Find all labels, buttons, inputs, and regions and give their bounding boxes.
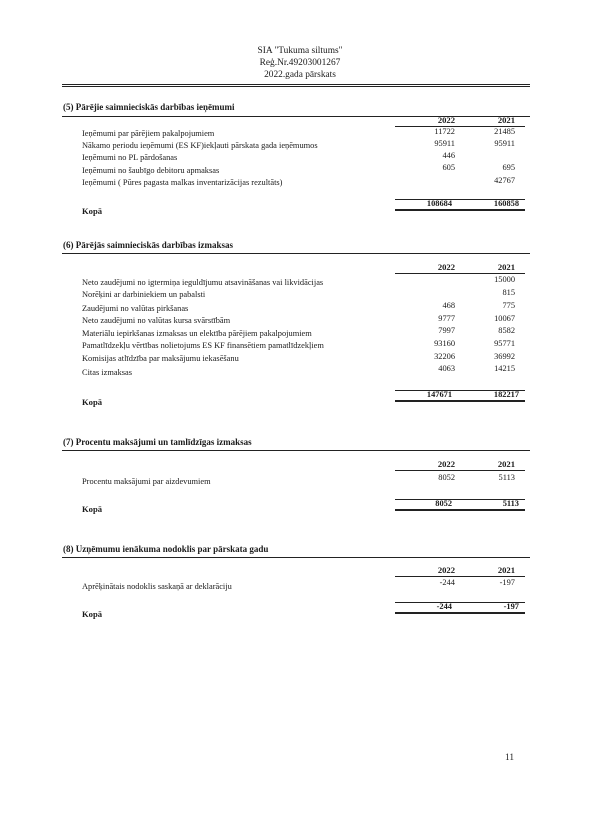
section-6-rule	[62, 253, 530, 254]
section-5-row-2021: 21485	[494, 127, 515, 136]
section-7-total-2022: 8052	[435, 499, 452, 508]
section-8-row-2022: -244	[439, 578, 455, 587]
section-6-row-2021: 95771	[494, 339, 515, 348]
section-6-row-2021: 36992	[494, 352, 515, 361]
section-6-colhead-rule	[395, 273, 525, 274]
section-5-row-2022: 605	[442, 163, 455, 172]
section-6-year-2022: 2022	[437, 262, 455, 272]
section-6-total-2021: 182217	[493, 390, 519, 399]
section-6-row-label: Citas izmaksas	[82, 368, 133, 377]
section-7-total-label: Kopā	[82, 504, 103, 514]
section-6-row-2022: 93160	[434, 339, 455, 348]
section-7-row-2022: 8052	[438, 473, 455, 482]
section-8-row-label: Aprēķinātais nodoklis saskaņā ar deklarāciju	[82, 582, 232, 591]
section-5-row-label: Ieņēmumi no PL pārdošanas	[82, 153, 178, 162]
section-8-total-label: Kopā	[82, 609, 103, 619]
section-6-row-2022: 4063	[438, 364, 455, 373]
section-8-row-2021: -197	[499, 578, 515, 587]
section-5-title: (5) Pārējie saimnieciskās darbības ieņēmumi	[63, 102, 235, 112]
section-5-row-2022: 95911	[434, 139, 455, 148]
report-title: 2022.gada pārskats	[264, 70, 336, 80]
section-5-row-2022: 11722	[434, 127, 455, 136]
registration-number: Reģ.Nr.49203001267	[259, 58, 341, 68]
section-6-title: (6) Pārējās saimnieciskās darbības izmaksas	[63, 240, 234, 250]
section-8-total-2022: -244	[436, 602, 452, 611]
section-6-row-label: Zaudējumi no valūtas pirkšanas	[82, 304, 189, 313]
section-6-year-2021: 2021	[497, 262, 515, 272]
section-6-row-2021: 15000	[494, 275, 515, 284]
section-8-title: (8) Uzņēmumu ienākuma nodoklis par pārskata gadu	[63, 544, 269, 554]
section-5-total-2021: 160858	[493, 199, 519, 208]
section-6-row-2022: 7997	[438, 326, 455, 335]
section-5-total-2022: 108684	[426, 199, 452, 208]
section-7-total-2021: 5113	[502, 499, 519, 508]
section-6-row-label: Materiālu iepirkšanas izmaksas un elektība pārējiem pakalpojumiem	[82, 329, 312, 338]
section-8-rule	[62, 557, 530, 558]
section-5-rule	[62, 116, 530, 117]
section-5-row-label: Ieņēmumi ( Pūres pagasta malkas inventarizācijas rezultāts)	[82, 178, 283, 187]
section-6-row-2021: 14215	[494, 364, 515, 373]
section-6-row-label: Neto zaudējumi no valūtas kursa svārstībām	[82, 316, 231, 325]
section-5-row-label: Ieņēmumi par pārējiem pakalpojumiem	[82, 129, 215, 138]
section-8-year-2021: 2021	[497, 565, 515, 575]
section-6-row-2021: 8582	[498, 326, 515, 335]
page-number: 11	[505, 753, 515, 763]
section-6-row-2021: 775	[502, 301, 515, 310]
section-5-row-label: Nākamo periodu ieņēmumi (ES KF)iekļauti pārskata gada ieņēmumos	[82, 141, 318, 150]
section-7-rule	[62, 450, 530, 451]
section-8-total-2021: -197	[503, 602, 519, 611]
section-6-row-label: Norēķini ar darbiniekiem un pabalsti	[82, 290, 206, 299]
section-5-total-label: Kopā	[82, 206, 103, 216]
section-5-row-2021: 95911	[494, 139, 515, 148]
section-6-row-2022: 32206	[434, 352, 455, 361]
company-name: SIA "Tukuma siltums"	[257, 46, 343, 56]
section-6-row-2021: 815	[502, 288, 515, 297]
section-5-row-label: Ieņēmumi no šaubīgo debitoru apmaksas	[82, 166, 220, 175]
section-5-year-2021: 2021	[497, 115, 515, 125]
section-6-total-2022: 147671	[426, 390, 452, 399]
section-5-row-2021: 42767	[494, 176, 515, 185]
section-7-colhead-rule	[395, 470, 525, 471]
section-7-year-2022: 2022	[437, 459, 455, 469]
section-5-row-2021: 695	[502, 163, 515, 172]
section-8-colhead-rule	[395, 576, 525, 577]
section-5-year-2022: 2022	[437, 115, 455, 125]
section-6-row-2022: 468	[442, 301, 455, 310]
header-divider	[62, 84, 530, 87]
section-6-row-label: Komisijas atlīdzība par maksājumu iekasēšanu	[82, 354, 239, 363]
section-7-title: (7) Procentu maksājumi un tamlīdzīgas izmaksas	[63, 437, 252, 447]
section-8-year-2022: 2022	[437, 565, 455, 575]
section-7-year-2021: 2021	[497, 459, 515, 469]
section-7-row-label: Procentu maksājumi par aizdevumiem	[82, 477, 211, 486]
section-6-row-label: Pamatlīdzekļu vērtības nolietojums ES KF finansētiem pamatlīdzekļiem	[82, 341, 324, 350]
section-6-row-2021: 10067	[494, 314, 515, 323]
section-7-row-2021: 5113	[498, 473, 515, 482]
section-5-row-2022: 446	[442, 151, 455, 160]
section-6-row-2022: 9777	[438, 314, 455, 323]
section-6-row-label: Neto zaudējumi no igtermiņa ieguldījumu atsavināšanas vai likvidācijas	[82, 278, 324, 287]
section-6-total-label: Kopā	[82, 397, 103, 407]
